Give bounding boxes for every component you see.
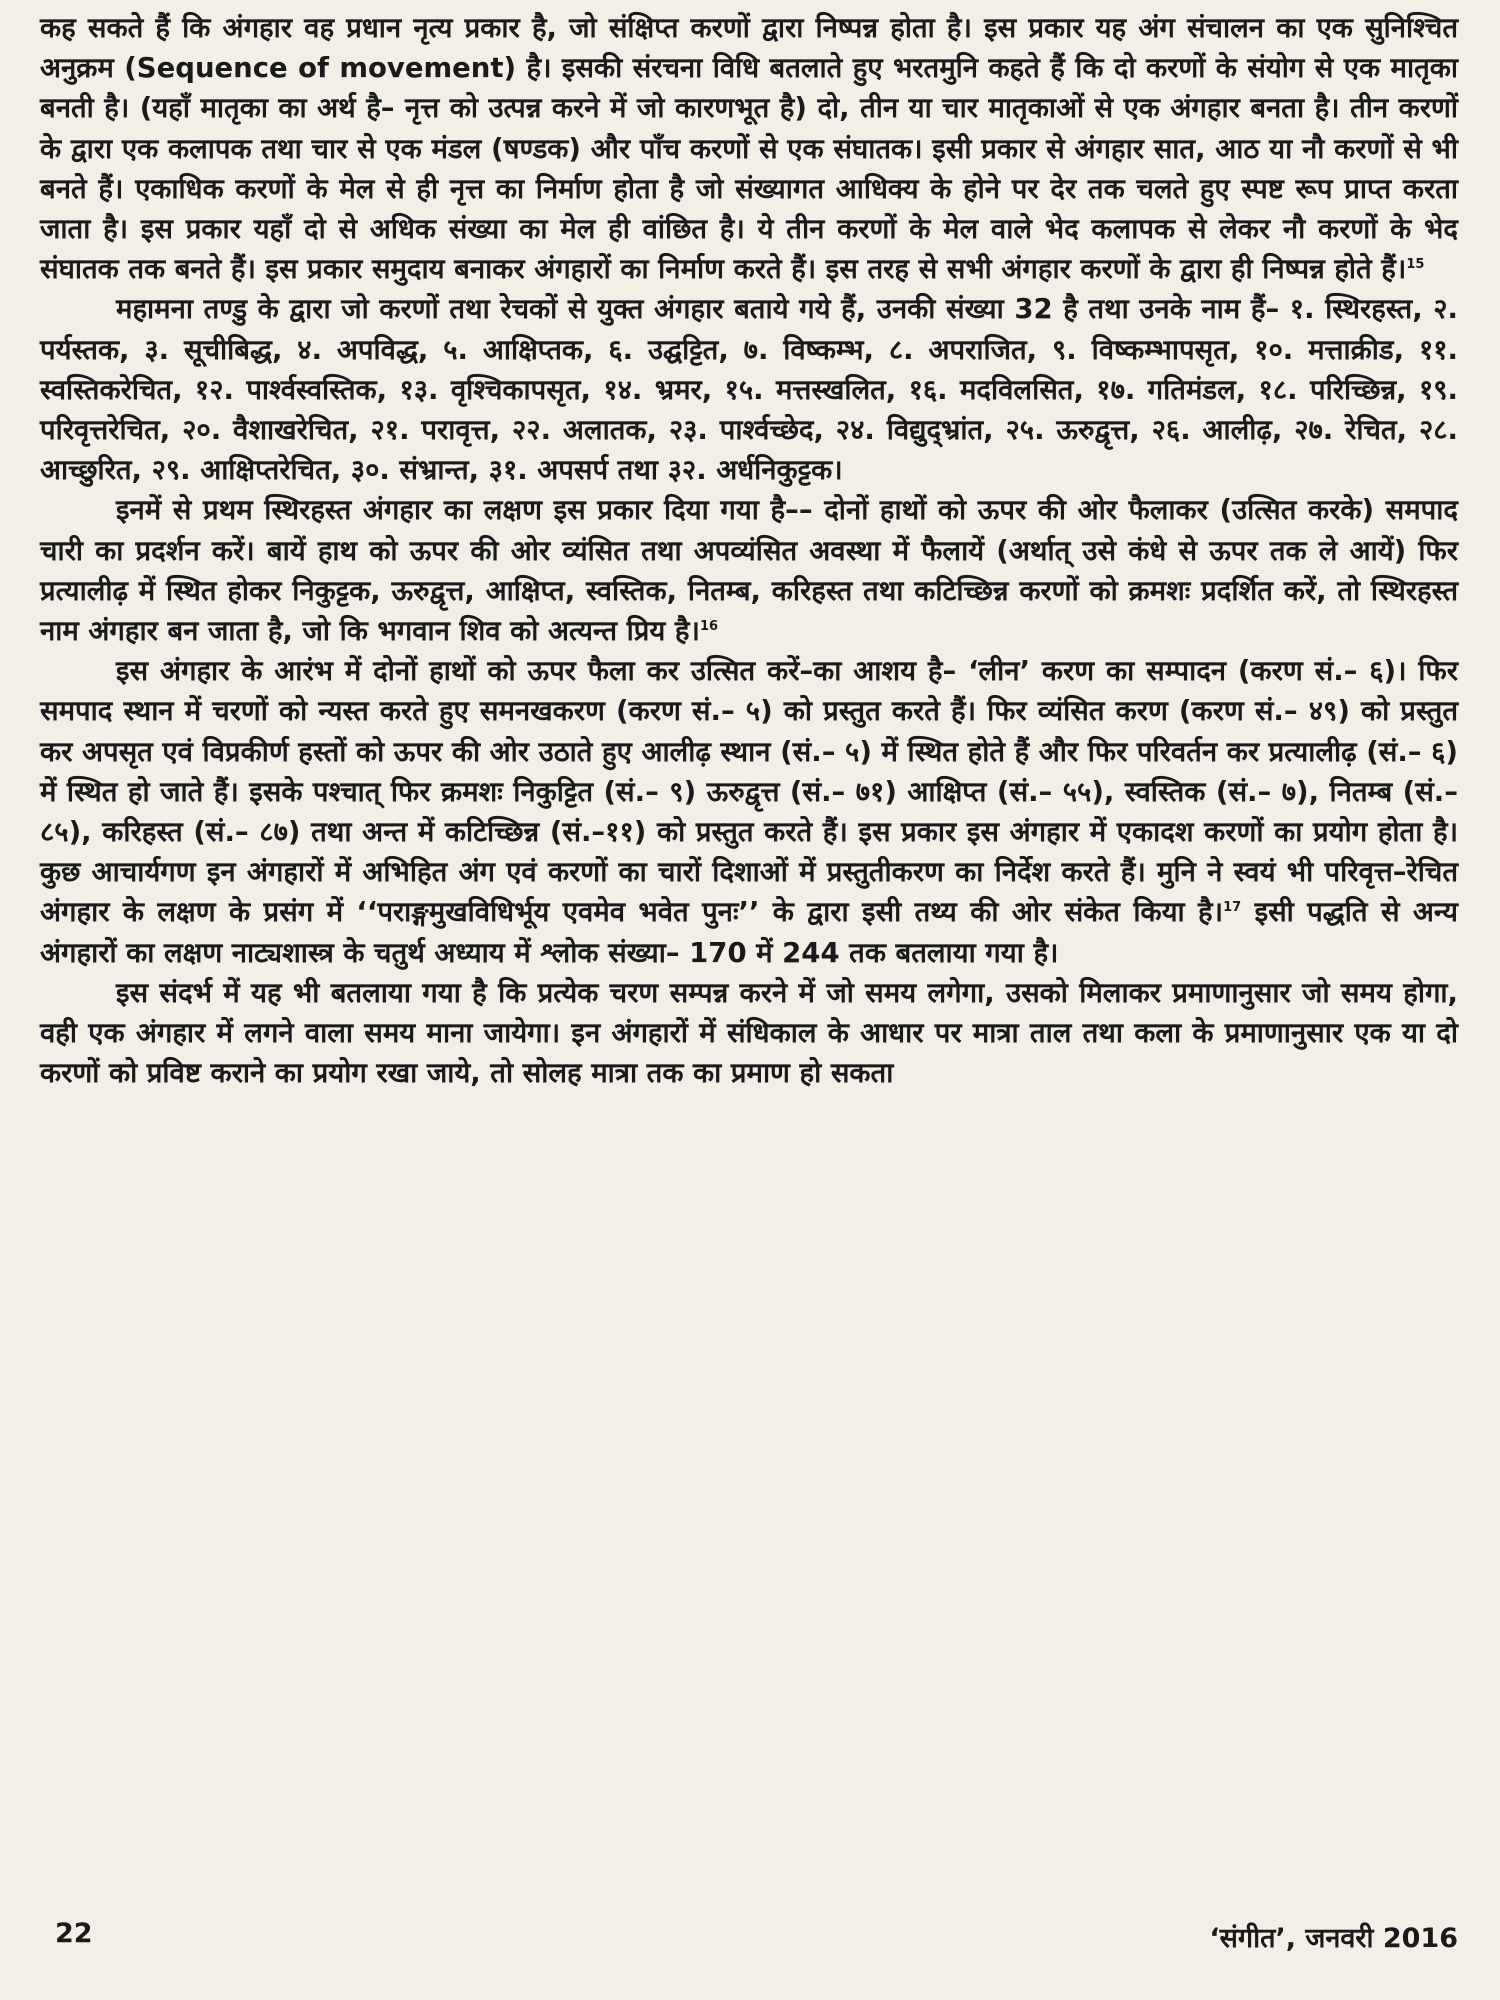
paragraph-text-tail: इसी पद्धति से अन्य अंगहारों का लक्षण नाट्यशास्त्र के चतुर्थ अध्याय में श्लोक संख्या– 170 में 244 तक बतलाया गया है। (40, 896, 1458, 969)
footnote-ref: 17 (1223, 900, 1242, 916)
paragraph (40, 651, 1458, 973)
paragraph-text: महामना तण्डु के द्वारा जो करणों तथा रेचकों से युक्त अंगहार बताये गये हैं, उनकी संख्या 32 है तथा उनके नाम हैं– १. स्थिरहस्त, २. पर्यस्तक, ३. सूचीबिद्ध, ४. अपविद्ध, ५. आक्षिप्तक, ६. उद्घट्टित, ७. विष्कम्भ, ८. अपराजित, ९. विष्कम्भापसृत, १०. मत्ताक्रीड, ११. स्वस्तिकरेचित, १२. पार्श्वस्वस्तिक, १३. वृश्चिकापसृत, १४. भ्रमर, १५. मत्तस्खलित, १६. मदविलसित, १७. गतिमंडल, १८. परिच्छिन्न, १९. परिवृत्तरेचित, २०. वैशाखरेचित, २१. परावृत्त, २२. अलातक, २३. पार्श्वच्छेद, २४. विद्युद्भ्रांत, २५. ऊरुद्वृत्त, २६. आलीढ़, २७. रेचित, २८. आच्छुरित, २९. आक्षिप्तरेचित, ३०. संभ्रान्त, ३१. अपसर्प तथा ३२. अर्धनिकुट्टक। (40, 293, 1458, 487)
article-body (40, 8, 1458, 1093)
footnote-ref: 16 (699, 618, 719, 634)
page-footer (55, 1918, 1458, 1962)
paragraph-text: इस अंगहार के आरंभ में दोनों हाथों को ऊपर फैला कर उत्सित करें–का आशय है– ‘लीन’ करण का सम्पादन (करण सं.– ६)। फिर समपाद स्थान में चरणों को न्यस्त करते हुए समनखकरण (करण सं.– ५) को प्रस्तुत करते हैं। फिर व्यंसित करण (करण सं.– ४९) को प्रस्तुत कर अपसृत एवं विप्रकीर्ण हस्तों को ऊपर की ओर उठाते हुए आलीढ़ स्थान (सं.– ५) में स्थित होते हैं और फिर परिवर्तन कर प्रत्यालीढ़ (सं.– ६) में स्थित हो जाते हैं। इसके पश्चात् फिर क्रमशः निकुट्टित (सं.– ९) ऊरुद्वृत्त (सं.– ७१) आक्षिप्त (सं.– ५५), स्वस्तिक (सं.– ७), नितम्ब (सं.– ८५), करिहस्त (सं.– ८७) तथा अन्त में कटिच्छिन्न (सं.–११) को प्रस्तुत करते हैं। इस प्रकार इस अंगहार में एकादश करणों का प्रयोग होता है। कुछ आचार्यगण इन अंगहारों में अभिहित अंग एवं करणों का चारों दिशाओं में प्रस्तुतीकरण का निर्देश करते हैं। मुनि ने स्वयं भी परिवृत्त–रेचित अंगहार के लक्षण के प्रसंग में ‘‘पराङ्गमुखविधिर्भूय एवमेव भवेत पुनः’’ के द्वारा इसी तथ्य की ओर संकेत किया है। (40, 655, 1458, 929)
paragraph (40, 490, 1458, 651)
paragraph (40, 973, 1458, 1094)
page-number: 22 (55, 1918, 93, 1949)
paragraph (40, 289, 1458, 490)
footnote-ref: 15 (1406, 257, 1425, 273)
running-footer: ‘संगीत’, जनवरी 2016 (1209, 1923, 1458, 1954)
paragraph-text: इनमें से प्रथम स्थिरहस्त अंगहार का लक्षण इस प्रकार दिया गया है–– दोनों हाथों को ऊपर की ओर फैलाकर (उत्सित करके) समपाद चारी का प्रदर्शन करें। बायें हाथ को ऊपर की ओर व्यंसित तथा अपव्यंसित अवस्था में फैलायें (अर्थात् उसे कंधे से ऊपर तक ले आयें) फिर प्रत्यालीढ़ में स्थित होकर निकुट्टक, ऊरुद्वृत्त, आक्षिप्त, स्वस्तिक, नितम्ब, करिहस्त तथा कटिच्छिन्न करणों को क्रमशः प्रदर्शित करें, तो स्थिरहस्त नाम अंगहार बन जाता है, जो कि भगवान शिव को अत्यन्त प्रिय है। (40, 494, 1458, 648)
paragraph-text: इस संदर्भ में यह भी बतलाया गया है कि प्रत्येक चरण सम्पन्न करने में जो समय लगेगा, उसको मिलाकर प्रमाणानुसार जो समय होगा, वही एक अंगहार में लगने वाला समय माना जायेगा। इन अंगहारों में संधिकाल के आधार पर मात्रा ताल तथा कला के प्रमाणानुसार एक या दो करणों को प्रविष्ट कराने का प्रयोग रखा जाये, तो सोलह मात्रा तक का प्रमाण हो सकता (40, 976, 1458, 1090)
paragraph-text: कह सकते हैं कि अंगहार वह प्रधान नृत्य प्रकार है, जो संक्षिप्त करणों द्वारा निष्पन्न होता है। इस प्रकार यह अंग संचालन का एक सुनिश्चित अनुक्रम (Sequence of movement) है। इसकी संरचना विधि बतलाते हुए भरतमुनि कहते हैं कि दो करणों के संयोग से एक मातृका बनती है। (यहाँ मातृका का अर्थ है– नृत्त को उत्पन्न करने में जो कारणभूत है) दो, तीन या चार मातृकाओं से एक अंगहार बनता है। तीन करणों के द्वारा एक कलापक तथा चार से एक मंडल (षण्डक) और पाँच करणों से एक संघातक। इसी प्रकार से अंगहार सात, आठ या नौ करणों से भी बनते हैं। एकाधिक करणों के मेल से ही नृत्त का निर्माण होता है जो संख्यागत आधिक्य के होने पर देर तक चलते हुए स्पष्ट रूप प्राप्त करता जाता है। इस प्रकार यहाँ दो से अधिक संख्या का मेल ही वांछित है। ये तीन करणों के मेल वाले भेद कलापक से लेकर नौ करणों के भेद संघातक तक बनते हैं। इस प्रकार समुदाय बनाकर अंगहारों का निर्माण करते हैं। इस तरह से सभी अंगहार करणों के द्वारा ही निष्पन्न होते हैं। (40, 12, 1458, 286)
paragraph (40, 8, 1458, 289)
